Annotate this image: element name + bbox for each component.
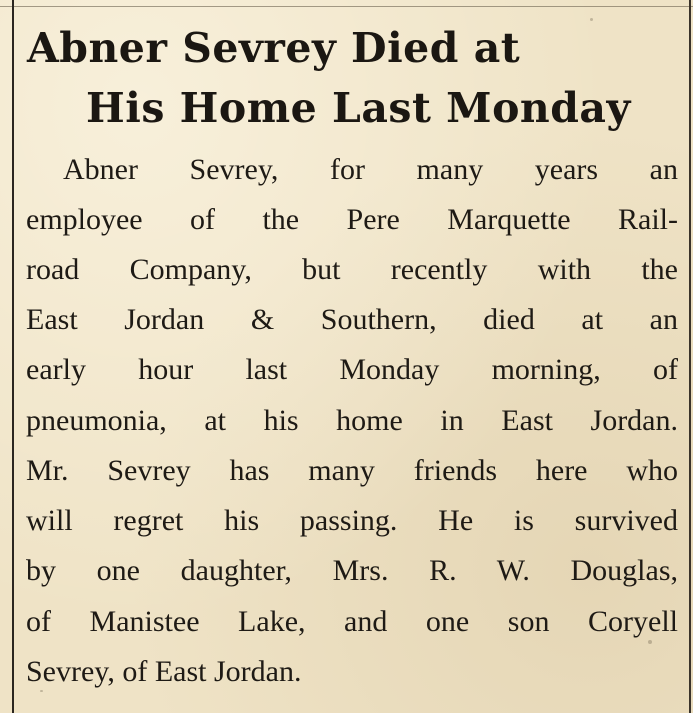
body-line: will regret his passing. He is survived <box>26 504 678 537</box>
body-line: Abner Sevrey, for many years an <box>63 153 678 186</box>
body-line: road Company, but recently with the <box>26 253 678 286</box>
body-line: by one daughter, Mrs. R. W. Douglas, <box>26 554 678 587</box>
paper-speck <box>40 690 43 692</box>
paper-speck <box>648 640 652 644</box>
top-edge-rule <box>0 6 693 7</box>
headline-line-2: His Home Last Monday <box>86 84 631 132</box>
body-line: of Manistee Lake, and one son Coryell <box>26 605 678 638</box>
headline-line-1: Abner Sevrey Died at <box>27 24 521 72</box>
body-line: employee of the Pere Marquette Rail- <box>26 203 678 236</box>
body-line: pneumonia, at his home in East Jordan. <box>26 404 678 437</box>
paper-speck <box>590 18 593 21</box>
column-rule-left <box>12 0 14 713</box>
body-line: Mr. Sevrey has many friends here who <box>26 454 678 487</box>
column-rule-right <box>689 0 691 713</box>
body-line: East Jordan & Southern, died at an <box>26 303 678 336</box>
body-line: early hour last Monday morning, of <box>26 353 678 386</box>
body-line: Sevrey, of East Jordan. <box>26 655 302 688</box>
